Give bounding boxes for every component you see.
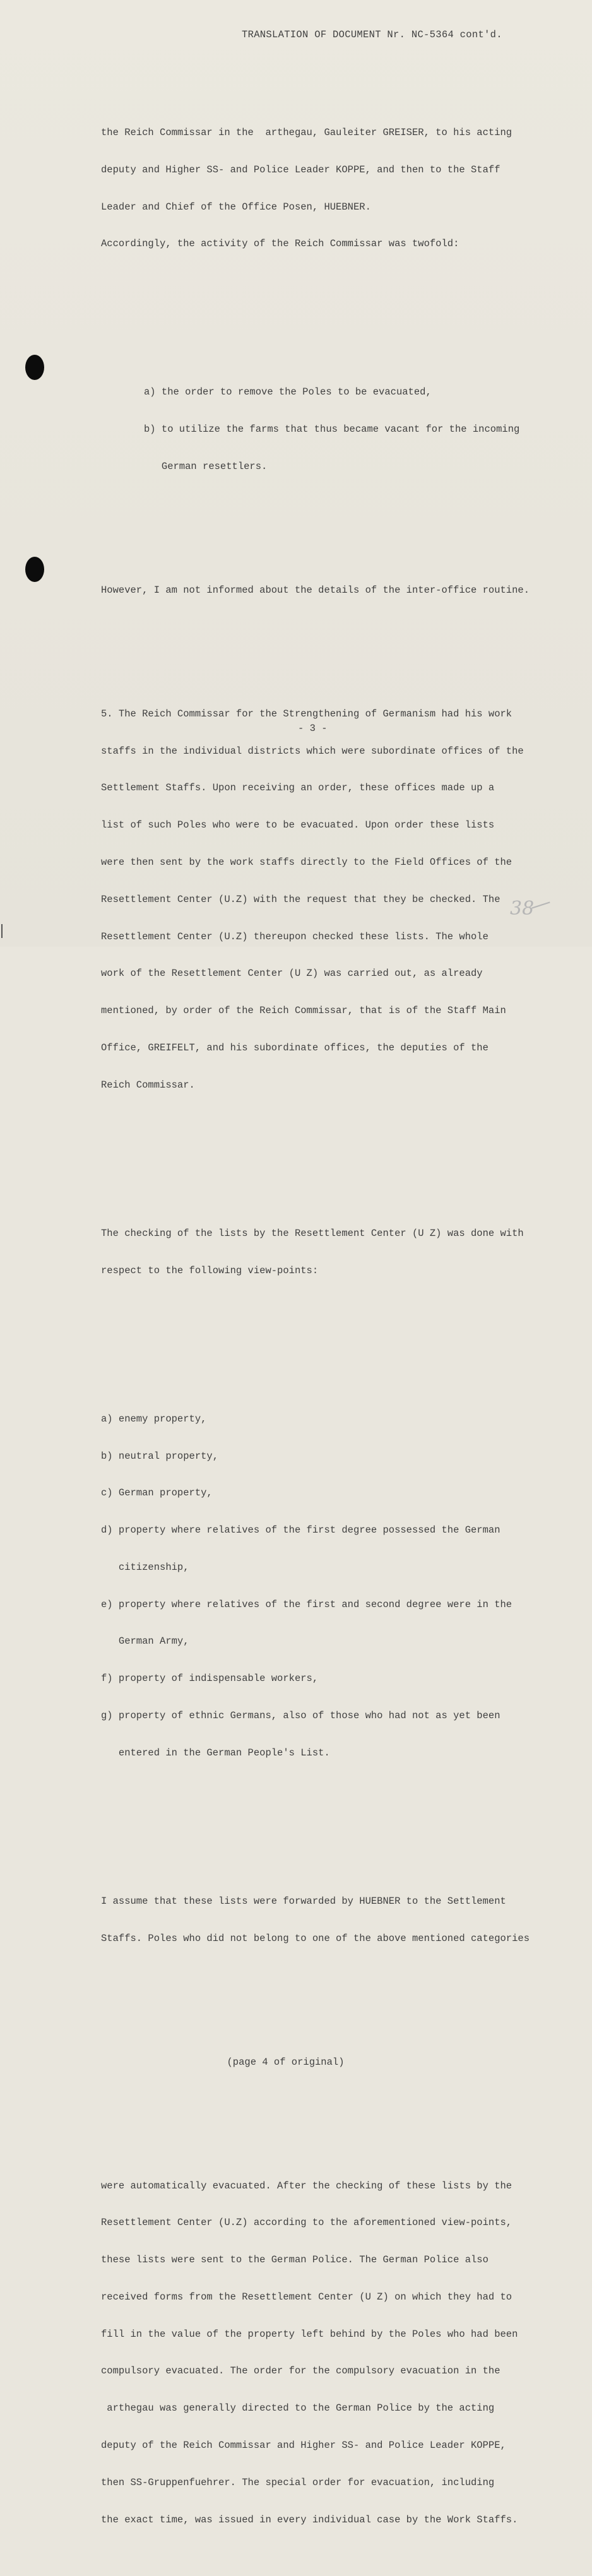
spacer <box>101 1339 552 1351</box>
text-line: arthegau was generally directed to the German Police by the acting <box>101 2402 495 2414</box>
paragraph-5 <box>101 684 552 1117</box>
however-line: However, I am not informed about the details of the inter-office routine. <box>101 584 530 596</box>
text-line: Staffs. Poles who did not belong to one of the above mentioned categories <box>101 1932 530 1944</box>
list-item: c) German property, <box>101 1487 213 1499</box>
text-line: Resettlement Center (U.Z) according to the aforementioned view-points, <box>101 2217 512 2229</box>
text-line: I assume that these lists were forwarded by HUEBNER to the Settlement <box>101 1895 506 1907</box>
document-body <box>101 65 552 2576</box>
text-line: were then sent by the work staffs directly to the Field Offices of the <box>101 857 512 868</box>
text-line: Reich Commissar. <box>101 1079 195 1091</box>
text-line: Resettlement Center (U.Z) with the request that they be checked. The <box>101 893 500 905</box>
list-item-continuation: German resettlers. <box>144 461 268 472</box>
text-line: Resettlement Center (U.Z) thereupon checked these lists. The whole <box>101 930 488 942</box>
spacer <box>101 2007 552 2019</box>
edge-mark <box>1 924 3 938</box>
page-number: - 3 - <box>298 723 328 734</box>
text-line: respect to the following view-points: <box>101 1264 319 1276</box>
text-line: mentioned, by order of the Reich Commissar, that is of the Staff Main <box>101 1005 506 1017</box>
viewpoint-list <box>101 1389 552 1784</box>
spacer <box>101 2106 552 2118</box>
list-item: b) neutral property, <box>101 1450 219 1462</box>
spacer <box>101 1821 552 1834</box>
twofold-list <box>101 362 552 498</box>
text-line: work of the Resettlement Center (U Z) was carried out, as already <box>101 968 483 980</box>
text-line: deputy of the Reich Commissar and Higher SS- and Police Leader KOPPE, <box>101 2440 506 2451</box>
list-item: b) to utilize the farms that thus became vacant for the incoming <box>144 424 520 436</box>
punch-hole-upper <box>25 355 44 380</box>
punch-hole-lower <box>25 557 44 582</box>
text-line: these lists were sent to the German Police. The German Police also <box>101 2254 488 2266</box>
document-header: TRANSLATION OF DOCUMENT Nr. NC-5364 cont'd. <box>242 29 502 40</box>
list-item: d) property where relatives of the first degree possessed the German <box>101 1524 500 1536</box>
text-line: were automatically evacuated. After the checking of these lists by the <box>101 2180 512 2192</box>
assume-paragraph <box>101 1871 552 1970</box>
list-item: g) property of ethnic Germans, also of those who had not as yet been <box>101 1709 500 1721</box>
text-line: Settlement Staffs. Upon receiving an order, these offices made up a <box>101 782 495 794</box>
final-paragraph <box>101 2155 552 2551</box>
checking-paragraph <box>101 1203 552 1302</box>
text-line: list of such Poles who were to be evacuated. Upon order these lists <box>101 819 495 831</box>
text-line: fill in the value of the property left behind by the Poles who had been <box>101 2328 518 2340</box>
text-line: then SS-Gruppenfuehrer. The special order for evacuation, including <box>101 2476 495 2488</box>
text-line: the Reich Commissar in the arthegau, Gauleiter GREISER, to his acting <box>101 126 512 138</box>
text-line: compulsory evacuated. The order for the compulsory evacuation in the <box>101 2365 500 2377</box>
list-item-continuation: citizenship, <box>101 1561 189 1573</box>
intro-paragraph <box>101 102 552 275</box>
handwritten-folio-number <box>510 898 550 920</box>
text-line: staffs in the individual districts which were subordinate offices of the <box>101 745 524 757</box>
text-line: The checking of the lists by the Resettlement Center (U Z) was done with <box>101 1227 524 1239</box>
handwritten-number-text: 38 <box>510 898 535 920</box>
text-line: Accordingly, the activity of the Reich Commissar was twofold: <box>101 238 459 250</box>
pen-stroke <box>532 901 550 908</box>
text-line: the exact time, was issued in every individual case by the Work Staffs. <box>101 2514 518 2526</box>
spacer <box>101 535 552 548</box>
text-line: deputy and Higher SS- and Police Leader KOPPE, and then to the Staff <box>101 163 500 175</box>
list-item: a) enemy property, <box>101 1413 207 1425</box>
text-line: Leader and Chief of the Office Posen, HUEBNER. <box>101 201 371 213</box>
list-item: e) property where relatives of the first and second degree were in the <box>101 1598 512 1610</box>
text-line: 5. The Reich Commissar for the Strengthening of Germanism had his work <box>101 708 512 720</box>
list-item-continuation: German Army, <box>101 1635 189 1647</box>
list-item: f) property of indispensable workers, <box>101 1673 319 1685</box>
spacer <box>101 634 552 646</box>
list-item-continuation: entered in the German People's List. <box>101 1747 330 1759</box>
spacer <box>101 1153 552 1166</box>
text-line: received forms from the Resettlement Center (U Z) on which they had to <box>101 2291 512 2303</box>
page-marker: (page 4 of original) <box>227 2056 345 2068</box>
text-line: Office, GREIFELT, and his subordinate offices, the deputies of the <box>101 1042 488 1054</box>
list-item: a) the order to remove the Poles to be evacuated, <box>144 386 432 398</box>
spacer <box>101 312 552 325</box>
